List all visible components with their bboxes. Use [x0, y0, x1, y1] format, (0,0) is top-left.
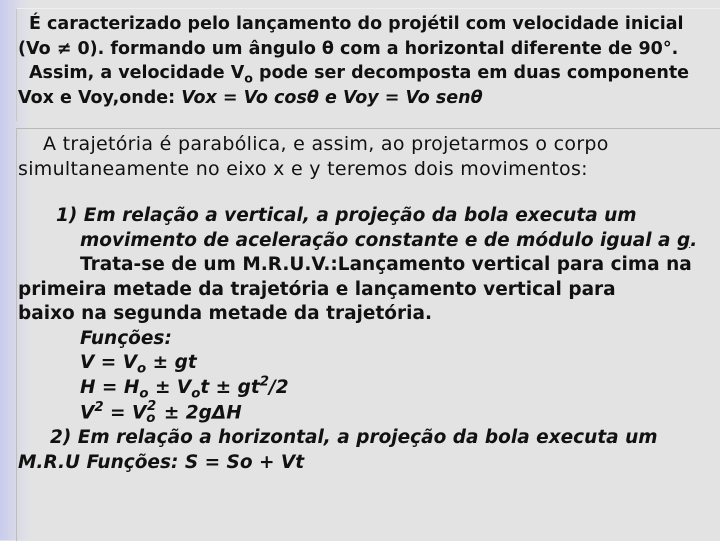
intro-line-1: É caracterizado pelo lançamento do projétil com velocidade inicial	[29, 14, 684, 34]
intro-line-2: (Vo ≠ 0). formando um ângulo θ com a horizontal diferente de 90°.	[18, 38, 679, 59]
height-equation-c: t ± gt	[200, 376, 260, 398]
vertical-item-line-2-end: .	[690, 229, 698, 251]
velocity-equation-a: V = V	[80, 352, 138, 373]
height-equation-sub-2: o	[191, 386, 201, 402]
height-equation-a: H = H	[80, 376, 140, 398]
torricelli-equation-c: ± 2gΔH	[157, 402, 242, 424]
torricelli-equation-a: V	[80, 402, 95, 424]
intro-paragraph	[18, 12, 714, 110]
torricelli-equation-sub: o	[146, 411, 156, 427]
velocity-equation-sub: o	[137, 361, 147, 377]
velocity-components-formula: Vox = Vo cosθ e Voy = Vo senθ	[181, 87, 483, 108]
torricelli-equation-script	[146, 399, 157, 427]
height-equation-d: /2	[268, 376, 289, 398]
gravity-symbol: g	[676, 229, 691, 251]
horizontal-item-line-2-b: Funções: S = So + Vt	[86, 451, 305, 473]
trajectory-line-1: A trajetória é parabólica, e assim, ao projetarmos o corpo	[43, 133, 609, 155]
trajectory-paragraph	[18, 132, 714, 182]
intro-line-4-text: Vox e Voy,onde:	[18, 87, 182, 108]
velocity-equation	[18, 351, 714, 376]
horizontal-item-line-2	[18, 451, 714, 476]
height-equation-sub-1: o	[139, 386, 149, 402]
mruv-line-3: baixo na segunda metade da trajetória.	[18, 303, 432, 324]
torricelli-equation-sup-1: 2	[94, 400, 104, 416]
intro-line-3-text-b: pode ser decomposta em duas componente	[252, 63, 690, 83]
functions-label: Funções:	[80, 327, 172, 349]
intro-line-3-text-a: Assim, a velocidade V	[29, 63, 245, 83]
height-equation-b: ± V	[148, 376, 192, 398]
velocity-equation-b: ± gt	[146, 352, 197, 373]
intro-line-3	[18, 61, 714, 86]
intro-line-3-subscript: o	[244, 70, 253, 86]
trajectory-line-2: simultaneamente no eixo x e y teremos dois movimentos:	[18, 158, 588, 180]
torricelli-equation-sup-2: 2	[146, 399, 157, 415]
height-equation	[18, 376, 714, 401]
vertical-item-line-1: 1) Em relação a vertical, a projeção da bola executa um	[56, 205, 637, 226]
intro-line-4	[18, 86, 714, 111]
vertical-item-line-2-text: movimento de aceleração constante e de módulo igual a	[80, 229, 677, 251]
horizontal-item-line-2-a: M.R.U	[18, 451, 87, 473]
mruv-line-1: Trata-se de um M.R.U.V.:Lançamento vertical para cima na	[80, 254, 692, 275]
torricelli-equation-b: = V	[103, 402, 147, 424]
torricelli-equation	[18, 400, 714, 426]
mruv-line-2: primeira metade da trajetória e lançamento vertical para	[18, 278, 616, 300]
vertical-item-line-2	[18, 229, 714, 254]
horizontal-item-line-1: 2) Em relação a horizontal, a projeção da bola executa um	[50, 427, 658, 448]
movements-list	[18, 204, 714, 475]
height-equation-sup: 2	[259, 374, 269, 390]
